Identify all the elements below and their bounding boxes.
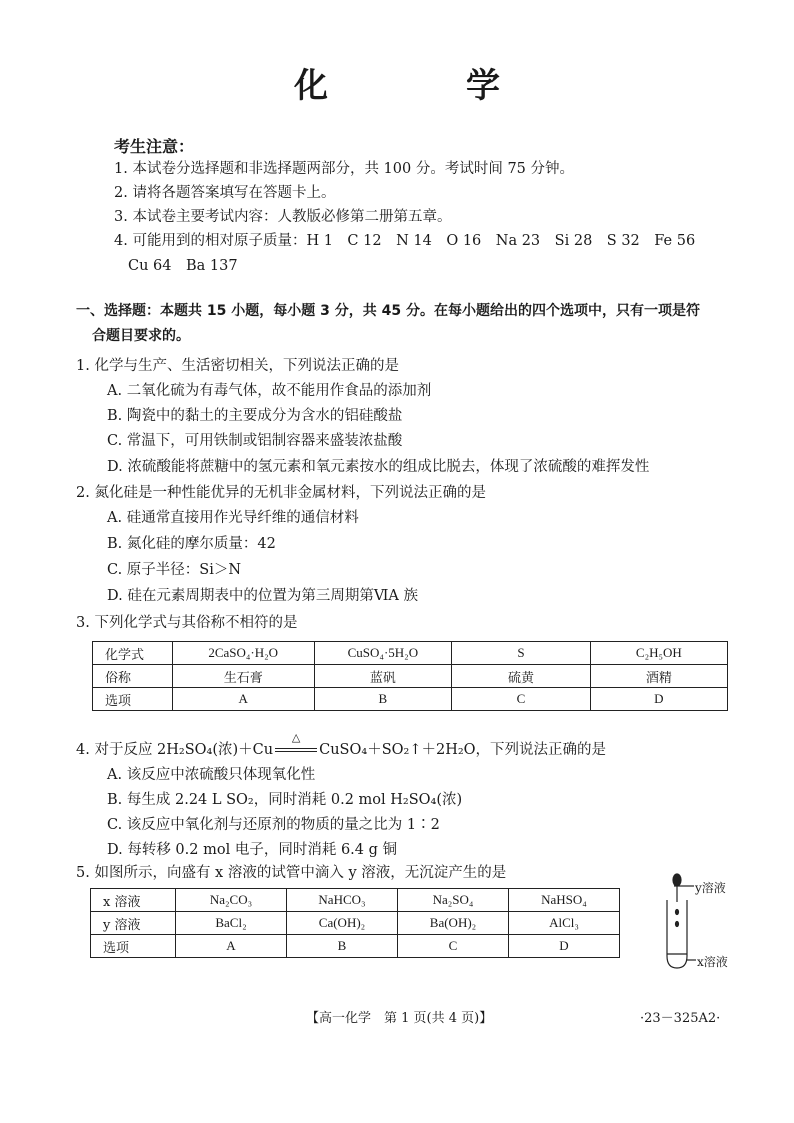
table-row bbox=[91, 889, 620, 912]
table-cell: AlCl₃ bbox=[509, 912, 620, 935]
q4-stem bbox=[76, 731, 607, 761]
table-cell: 2CaSO₄·H₂O bbox=[172, 642, 314, 665]
q4-option-c: C. 该反应中氧化剂与还原剂的物质的量之比为 1∶2 bbox=[107, 817, 440, 833]
table-cell: S bbox=[452, 642, 591, 665]
table-cell: C bbox=[398, 935, 509, 958]
table-cell: C₂H₅OH bbox=[590, 642, 727, 665]
table-cell: B bbox=[287, 935, 398, 958]
table-cell: A bbox=[172, 688, 314, 711]
table-cell: BaCl₂ bbox=[176, 912, 287, 935]
table-cell: 选项 bbox=[93, 688, 173, 711]
q2-option-c: C. 原子半径：Si＞N bbox=[107, 562, 242, 578]
table-cell: Na₂CO₃ bbox=[176, 889, 287, 912]
table-cell: C bbox=[452, 688, 591, 711]
q1-stem: 1. 化学与生产、生活密切相关，下列说法正确的是 bbox=[76, 358, 399, 374]
section-heading-cont: 合题目要求的。 bbox=[92, 328, 190, 344]
table-row bbox=[93, 665, 728, 688]
notice-item: 3. 本试卷主要考试内容：人教版必修第二册第五章。 bbox=[114, 209, 452, 225]
table-row bbox=[91, 935, 620, 958]
q4-option-a: A. 该反应中浓硫酸只体现氧化性 bbox=[107, 767, 316, 783]
q3-stem: 3. 下列化学式与其俗称不相符的是 bbox=[76, 615, 298, 631]
q4-stem-prefix: 4. 对于反应 2H₂SO₄(浓)＋Cu bbox=[76, 742, 274, 758]
table-cell: B bbox=[314, 688, 452, 711]
notice-heading: 考生注意： bbox=[114, 137, 195, 156]
q2-option-b: B. 氮化硅的摩尔质量：42 bbox=[107, 536, 276, 552]
table-cell: x 溶液 bbox=[91, 889, 176, 912]
q4-option-b: B. 每生成 2.24 L SO₂，同时消耗 0.2 mol H₂SO₄(浓) bbox=[107, 792, 463, 808]
table-cell: 酒精 bbox=[590, 665, 727, 688]
q2-option-d: D. 硅在元素周期表中的位置为第三周期第ⅥA 族 bbox=[107, 588, 418, 604]
q1-option-b: B. 陶瓷中的黏土的主要成分为含水的铝硅酸盐 bbox=[107, 408, 403, 424]
q2-stem: 2. 氮化硅是一种性能优异的无机非金属材料，下列说法正确的是 bbox=[76, 485, 486, 501]
table-cell: y 溶液 bbox=[91, 912, 176, 935]
notice-item: Cu 64 Ba 137 bbox=[128, 258, 238, 274]
table-row bbox=[93, 642, 728, 665]
table-cell: A bbox=[176, 935, 287, 958]
y-solution-label: y溶液 bbox=[695, 881, 726, 895]
heat-condition: △ bbox=[291, 731, 301, 744]
table-cell: 生石膏 bbox=[172, 665, 314, 688]
footer-code: ·23－325A2· bbox=[640, 1011, 721, 1026]
table-cell: Na₂SO₄ bbox=[398, 889, 509, 912]
table-row bbox=[93, 688, 728, 711]
table-cell: NaHSO₄ bbox=[509, 889, 620, 912]
q4-option-d: D. 每转移 0.2 mol 电子，同时消耗 6.4 g 铜 bbox=[107, 842, 397, 858]
q4-stem-suffix: CuSO₄＋SO₂↑＋2H₂O，下列说法正确的是 bbox=[319, 742, 607, 758]
table-cell: 化学式 bbox=[93, 642, 173, 665]
table-cell: 硫黄 bbox=[452, 665, 591, 688]
table-cell: D bbox=[509, 935, 620, 958]
q1-option-c: C. 常温下，可用铁制或铝制容器来盛装浓盐酸 bbox=[107, 433, 403, 449]
reaction-arrow bbox=[273, 731, 319, 761]
x-solution-label: x溶液 bbox=[697, 955, 728, 969]
table-cell: CuSO₄·5H₂O bbox=[314, 642, 452, 665]
q5-table bbox=[90, 888, 620, 958]
table-cell: Ca(OH)₂ bbox=[287, 912, 398, 935]
notice-item: 2. 请将各题答案填写在答题卡上。 bbox=[114, 185, 336, 201]
q1-option-d: D. 浓硫酸能将蔗糖中的氢元素和氧元素按水的组成比脱去，体现了浓硫酸的难挥发性 bbox=[107, 459, 650, 475]
q1-option-a: A. 二氧化硫为有毒气体，故不能用作食品的添加剂 bbox=[107, 383, 432, 399]
table-row bbox=[91, 912, 620, 935]
table-cell: D bbox=[590, 688, 727, 711]
table-cell: 蓝矾 bbox=[314, 665, 452, 688]
q5-stem: 5. 如图所示，向盛有 x 溶液的试管中滴入 y 溶液，无沉淀产生的是 bbox=[76, 865, 507, 881]
table-cell: NaHCO₃ bbox=[287, 889, 398, 912]
table-cell: 俗称 bbox=[93, 665, 173, 688]
q2-option-a: A. 硅通常直接用作光导纤维的通信材料 bbox=[107, 510, 359, 526]
table-cell: 选项 bbox=[91, 935, 176, 958]
table-cell: Ba(OH)₂ bbox=[398, 912, 509, 935]
notice-item: 1. 本试卷分选择题和非选择题两部分，共 100 分。考试时间 75 分钟。 bbox=[114, 161, 575, 177]
page-title: 化 学 bbox=[294, 66, 552, 106]
dropper-bulb bbox=[673, 874, 681, 886]
footer-page-info: 【高一化学 第 1 页(共 4 页)】 bbox=[306, 1011, 493, 1026]
notice-item: 4. 可能用到的相对原子质量：H 1 C 12 N 14 O 16 Na 23 Si 28 S 32 Fe 56 bbox=[114, 233, 696, 249]
q3-table bbox=[92, 641, 728, 711]
section-heading: 一、选择题：本题共 15 小题，每小题 3 分，共 45 分。在每小题给出的四个选项中，只有一项是符 bbox=[76, 303, 700, 319]
